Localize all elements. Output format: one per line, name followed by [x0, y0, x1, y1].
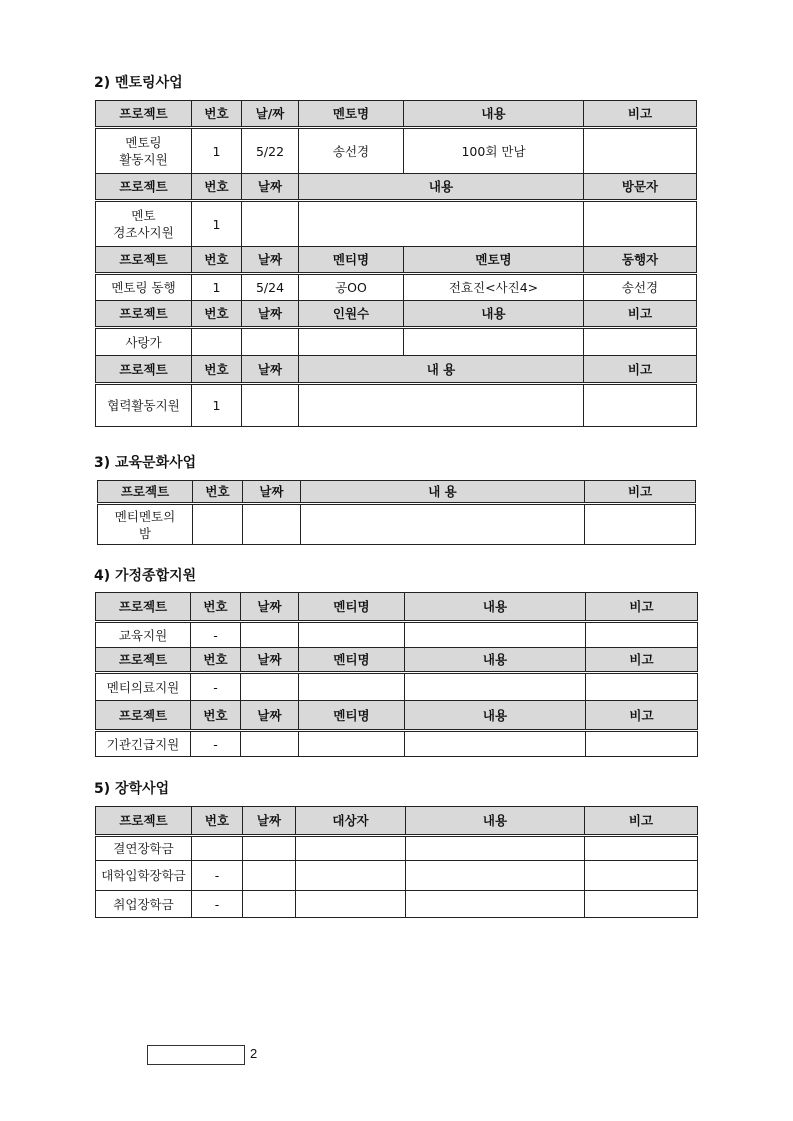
header-cell: 프로젝트	[96, 701, 191, 731]
footer-box	[147, 1045, 245, 1065]
table-cell	[299, 622, 405, 648]
table-header-row	[96, 301, 697, 328]
table-header-row	[96, 701, 698, 731]
header-cell: 번호	[193, 481, 243, 504]
header-cell: 내용	[404, 301, 584, 328]
header-cell: 비고	[586, 701, 698, 731]
scholarship-table	[95, 806, 698, 918]
table-cell: -	[191, 673, 241, 701]
header-cell: 내용	[299, 174, 584, 201]
table-cell	[585, 504, 696, 545]
table-cell	[584, 328, 697, 356]
table-cell: 5/22	[242, 128, 299, 174]
header-cell: 방문자	[584, 174, 697, 201]
header-cell: 번호	[192, 356, 242, 384]
table-header-row	[98, 481, 696, 504]
project-cell: 사랑가	[96, 328, 192, 356]
table-cell	[406, 891, 585, 918]
header-cell: 멘티명	[299, 648, 405, 673]
header-cell: 번호	[191, 648, 241, 673]
table-cell	[404, 328, 584, 356]
header-cell: 프로젝트	[96, 807, 192, 836]
header-cell: 프로젝트	[96, 247, 192, 274]
header-cell: 프로젝트	[96, 301, 192, 328]
table-row	[96, 836, 698, 861]
table-cell	[243, 891, 296, 918]
header-cell: 비고	[586, 593, 698, 622]
header-cell: 번호	[192, 174, 242, 201]
table-cell	[296, 891, 406, 918]
project-cell: 교육지원	[96, 622, 191, 648]
table-header-row	[96, 807, 698, 836]
header-cell: 인원수	[299, 301, 404, 328]
table-cell: 전효진<사진4>	[404, 274, 584, 301]
table-row	[96, 201, 697, 247]
table-cell	[584, 384, 697, 427]
header-cell: 프로젝트	[96, 593, 191, 622]
page-number: 2	[250, 1046, 258, 1061]
header-cell: 날짜	[242, 247, 299, 274]
table-cell	[585, 836, 698, 861]
section-title: 5) 장학사업	[94, 781, 170, 797]
table-cell	[406, 861, 585, 891]
project-cell: 기관긴급지원	[96, 731, 191, 757]
header-cell: 번호	[192, 101, 242, 128]
table-cell	[242, 384, 299, 427]
header-cell: 비고	[586, 648, 698, 673]
section-title: 3) 교육문화사업	[94, 455, 197, 471]
header-cell: 번호	[192, 247, 242, 274]
header-cell: 날/짜	[242, 101, 299, 128]
table-cell: 1	[192, 128, 242, 174]
table-row	[96, 861, 698, 891]
header-cell: 내용	[405, 648, 586, 673]
header-cell: 내용	[405, 701, 586, 731]
table-cell	[405, 731, 586, 757]
table-cell: 1	[192, 201, 242, 247]
table-cell: 100회 만남	[404, 128, 584, 174]
table-cell: -	[192, 861, 243, 891]
family-support-table	[95, 592, 698, 757]
header-cell: 날짜	[243, 807, 296, 836]
table-cell	[584, 128, 697, 174]
table-cell	[192, 836, 243, 861]
table-cell: 송선경	[299, 128, 404, 174]
header-cell: 날짜	[243, 481, 301, 504]
section-title: 4) 가정종합지원	[94, 568, 197, 584]
header-cell: 날짜	[242, 301, 299, 328]
table-row	[98, 504, 696, 545]
table-row	[96, 274, 697, 301]
table-cell	[406, 836, 585, 861]
table-cell	[301, 504, 585, 545]
table-row	[96, 328, 697, 356]
table-cell	[586, 673, 698, 701]
table-cell	[296, 861, 406, 891]
table-cell: -	[191, 622, 241, 648]
table-cell	[296, 836, 406, 861]
table-row	[96, 128, 697, 174]
table-cell	[193, 504, 243, 545]
table-cell	[299, 328, 404, 356]
table-header-row	[96, 593, 698, 622]
table-cell: -	[191, 731, 241, 757]
table-cell	[243, 861, 296, 891]
table-cell	[242, 328, 299, 356]
table-cell	[586, 622, 698, 648]
table-cell	[242, 201, 299, 247]
header-cell: 날짜	[242, 356, 299, 384]
project-cell: 멘티의료지원	[96, 673, 191, 701]
table-cell	[405, 673, 586, 701]
table-cell	[241, 622, 299, 648]
header-cell: 프로젝트	[98, 481, 193, 504]
header-cell: 멘티명	[299, 247, 404, 274]
table-cell	[299, 384, 584, 427]
table-cell	[299, 201, 584, 247]
header-cell: 번호	[192, 301, 242, 328]
table-cell: -	[192, 891, 243, 918]
education-culture-table	[97, 480, 696, 545]
project-cell: 협력활동지원	[96, 384, 192, 427]
header-cell: 내 용	[299, 356, 584, 384]
header-cell: 번호	[191, 701, 241, 731]
table-cell: 5/24	[242, 274, 299, 301]
header-cell: 내용	[405, 593, 586, 622]
header-cell: 내용	[406, 807, 585, 836]
project-cell: 멘토링 활동지원	[96, 128, 192, 174]
section-title: 2) 멘토링사업	[94, 75, 183, 91]
header-cell: 비고	[584, 356, 697, 384]
header-cell: 멘티명	[299, 593, 405, 622]
table-cell	[585, 891, 698, 918]
table-row	[96, 622, 698, 648]
header-cell: 멘토명	[299, 101, 404, 128]
header-cell: 날짜	[242, 174, 299, 201]
table-cell	[243, 836, 296, 861]
header-cell: 날짜	[241, 701, 299, 731]
header-cell: 내 용	[301, 481, 585, 504]
table-cell	[241, 673, 299, 701]
header-cell: 프로젝트	[96, 174, 192, 201]
table-cell	[584, 201, 697, 247]
header-cell: 비고	[585, 807, 698, 836]
table-cell: 송선경	[584, 274, 697, 301]
table-row	[96, 384, 697, 427]
project-cell: 대학입학장학금	[96, 861, 192, 891]
header-cell: 내용	[404, 101, 584, 128]
table-cell	[241, 731, 299, 757]
header-cell: 동행자	[584, 247, 697, 274]
table-row	[96, 731, 698, 757]
table-cell	[586, 731, 698, 757]
table-cell: 1	[192, 274, 242, 301]
table-cell: 공OO	[299, 274, 404, 301]
table-header-row	[96, 247, 697, 274]
mentoring-table	[95, 100, 697, 427]
header-cell: 멘티명	[299, 701, 405, 731]
header-cell: 대상자	[296, 807, 406, 836]
table-row	[96, 891, 698, 918]
table-cell	[405, 622, 586, 648]
header-cell: 프로젝트	[96, 101, 192, 128]
table-cell: 1	[192, 384, 242, 427]
header-cell: 비고	[584, 101, 697, 128]
project-cell: 멘티멘토의 밤	[98, 504, 193, 545]
header-cell: 비고	[584, 301, 697, 328]
table-cell	[299, 731, 405, 757]
table-cell	[585, 861, 698, 891]
header-cell: 날짜	[241, 593, 299, 622]
header-cell: 프로젝트	[96, 356, 192, 384]
header-cell: 멘토명	[404, 247, 584, 274]
table-row	[96, 673, 698, 701]
header-cell: 비고	[585, 481, 696, 504]
table-header-row	[96, 101, 697, 128]
header-cell: 번호	[191, 593, 241, 622]
table-header-row	[96, 356, 697, 384]
project-cell: 멘토 경조사지원	[96, 201, 192, 247]
table-header-row	[96, 174, 697, 201]
project-cell: 멘토링 동행	[96, 274, 192, 301]
table-cell	[192, 328, 242, 356]
table-header-row	[96, 648, 698, 673]
table-cell	[299, 673, 405, 701]
header-cell: 프로젝트	[96, 648, 191, 673]
header-cell: 번호	[192, 807, 243, 836]
project-cell: 결연장학금	[96, 836, 192, 861]
table-cell	[243, 504, 301, 545]
project-cell: 취업장학금	[96, 891, 192, 918]
header-cell: 날짜	[241, 648, 299, 673]
